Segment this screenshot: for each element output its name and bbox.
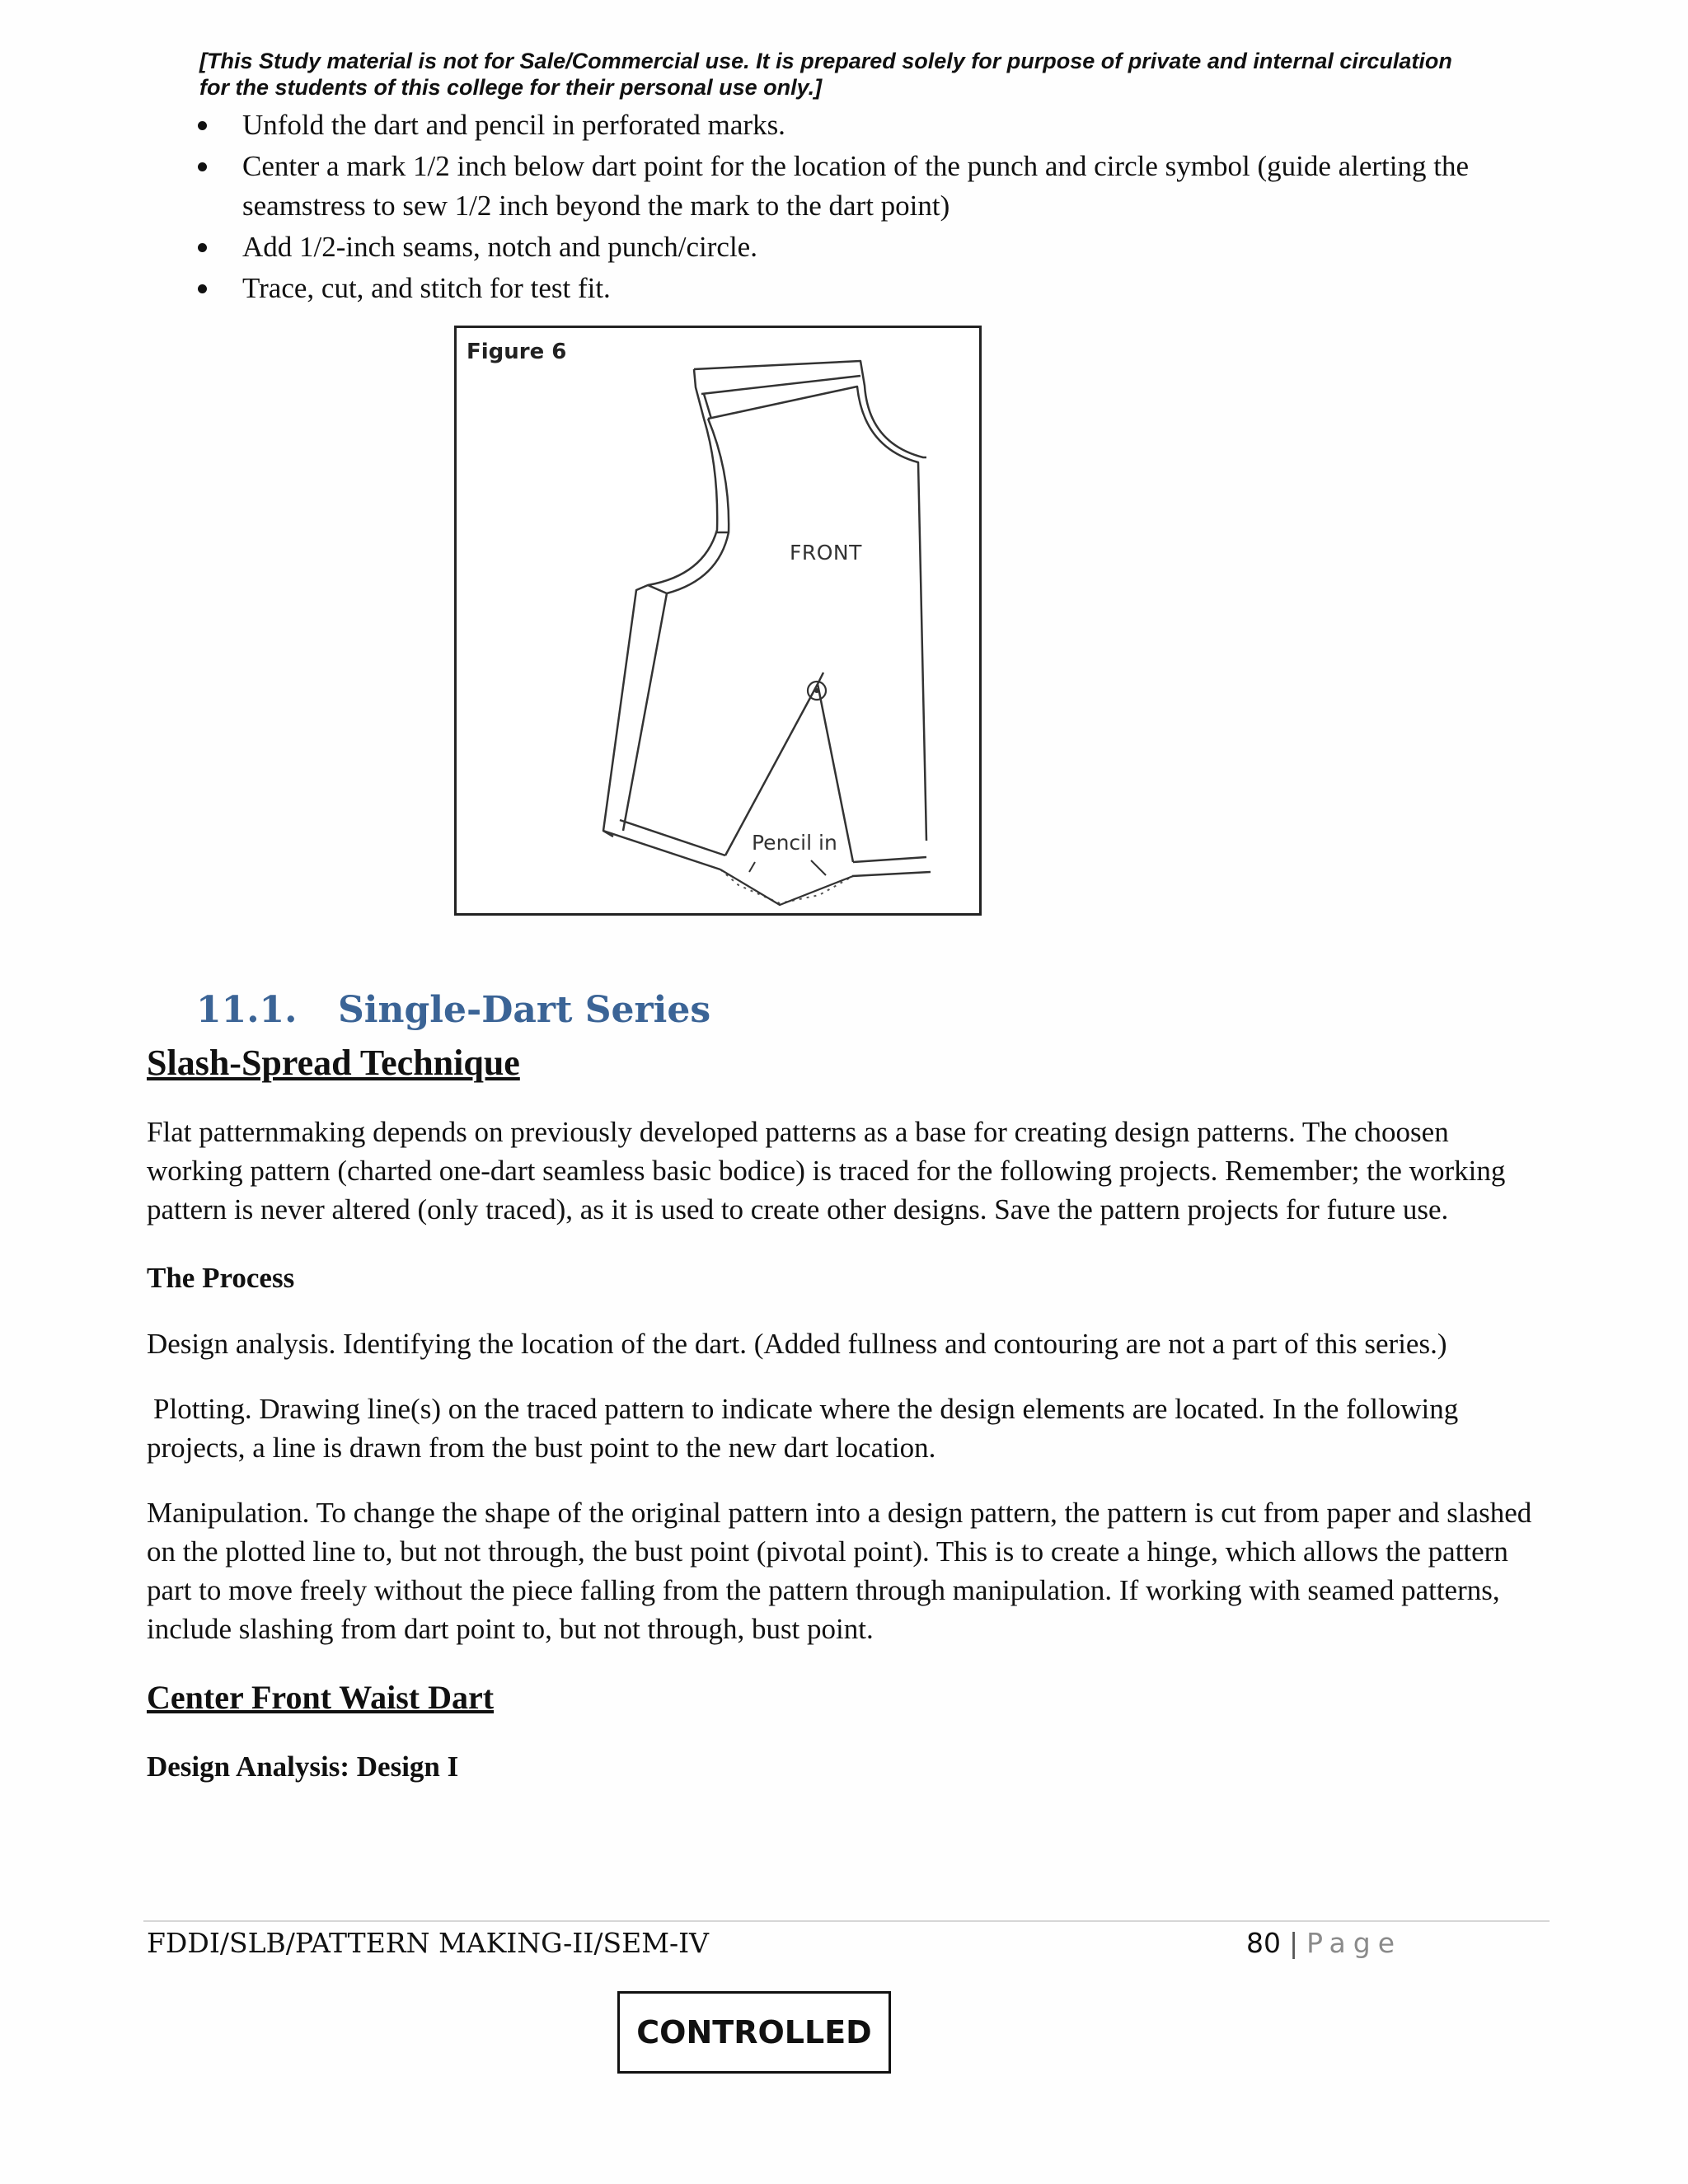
figure-title: Figure 6 — [467, 340, 567, 364]
page-word: Page — [1306, 1927, 1403, 1959]
bodice-pattern-drawing — [457, 328, 979, 913]
instruction-list — [191, 105, 1543, 310]
controlled-stamp: CONTROLLED — [617, 1991, 891, 2074]
section-heading — [196, 989, 710, 1031]
page-number: 80 — [1246, 1927, 1281, 1959]
list-item: Center a mark 1/2 inch below dart point for the location of the punch and circle symbol (guide alerting the seamstress to sew 1/2 inch beyond the mark to the dart point) — [191, 147, 1543, 226]
figure-6-box — [454, 326, 982, 916]
front-label: FRONT — [790, 541, 862, 565]
section-title: Single-Dart Series — [338, 989, 711, 1031]
disclaimer-text: [This Study material is not for Sale/Commercial use. It is prepared solely for purpose of private and internal circulation for the students of this college for their personal use only.] — [199, 49, 1452, 100]
center-front-waist-dart-heading: Center Front Waist Dart — [147, 1679, 495, 1716]
intro-paragraph: Flat patternmaking depends on previously developed patterns as a base for creating design patterns. The choosen working pattern (charted one-dart seamless basic bodice) is traced for the following projects. Remember; the working pattern is never altered (only traced), as it is used to create other designs. Save the pattern projects for future use. — [147, 1116, 1506, 1226]
section-number: 11.1. — [196, 989, 298, 1031]
pencil-in-label: Pencil in — [752, 831, 837, 855]
list-item: Unfold the dart and pencil in perforated marks. — [191, 105, 1543, 145]
footer-course-code: FDDI/SLB/PATTERN MAKING-II/SEM-IV — [147, 1927, 709, 1959]
manipulation-paragraph: Manipulation. To change the shape of the original pattern into a design pattern, the pattern is cut from paper and slashed on the plotted line to, but not through, the bust point (pivotal point). This is to create a hinge, which allows the pattern part to move freely without the piece falling from the pattern through manipulation. If working with seamed patterns, include slashing from dart point to, but not through, bust point. — [147, 1497, 1532, 1645]
design-analysis-paragraph: Design analysis. Identifying the location of the dart. (Added fullness and contouring are not a part of this series.) — [147, 1328, 1447, 1360]
footer-page-indicator — [1246, 1927, 1402, 1959]
footer-divider — [143, 1920, 1550, 1922]
design-analysis-heading: Design Analysis: Design I — [147, 1750, 459, 1783]
list-item: Add 1/2-inch seams, notch and punch/circle. — [191, 227, 1543, 267]
list-item: Trace, cut, and stitch for test fit. — [191, 269, 1543, 308]
process-heading: The Process — [147, 1262, 295, 1294]
page-separator: | — [1289, 1927, 1299, 1959]
plotting-paragraph: Plotting. Drawing line(s) on the traced pattern to indicate where the design elements are located. In the following projects, a line is drawn from the bust point to the new dart location. — [147, 1393, 1459, 1464]
slash-spread-heading: Slash-Spread Technique — [147, 1043, 520, 1083]
